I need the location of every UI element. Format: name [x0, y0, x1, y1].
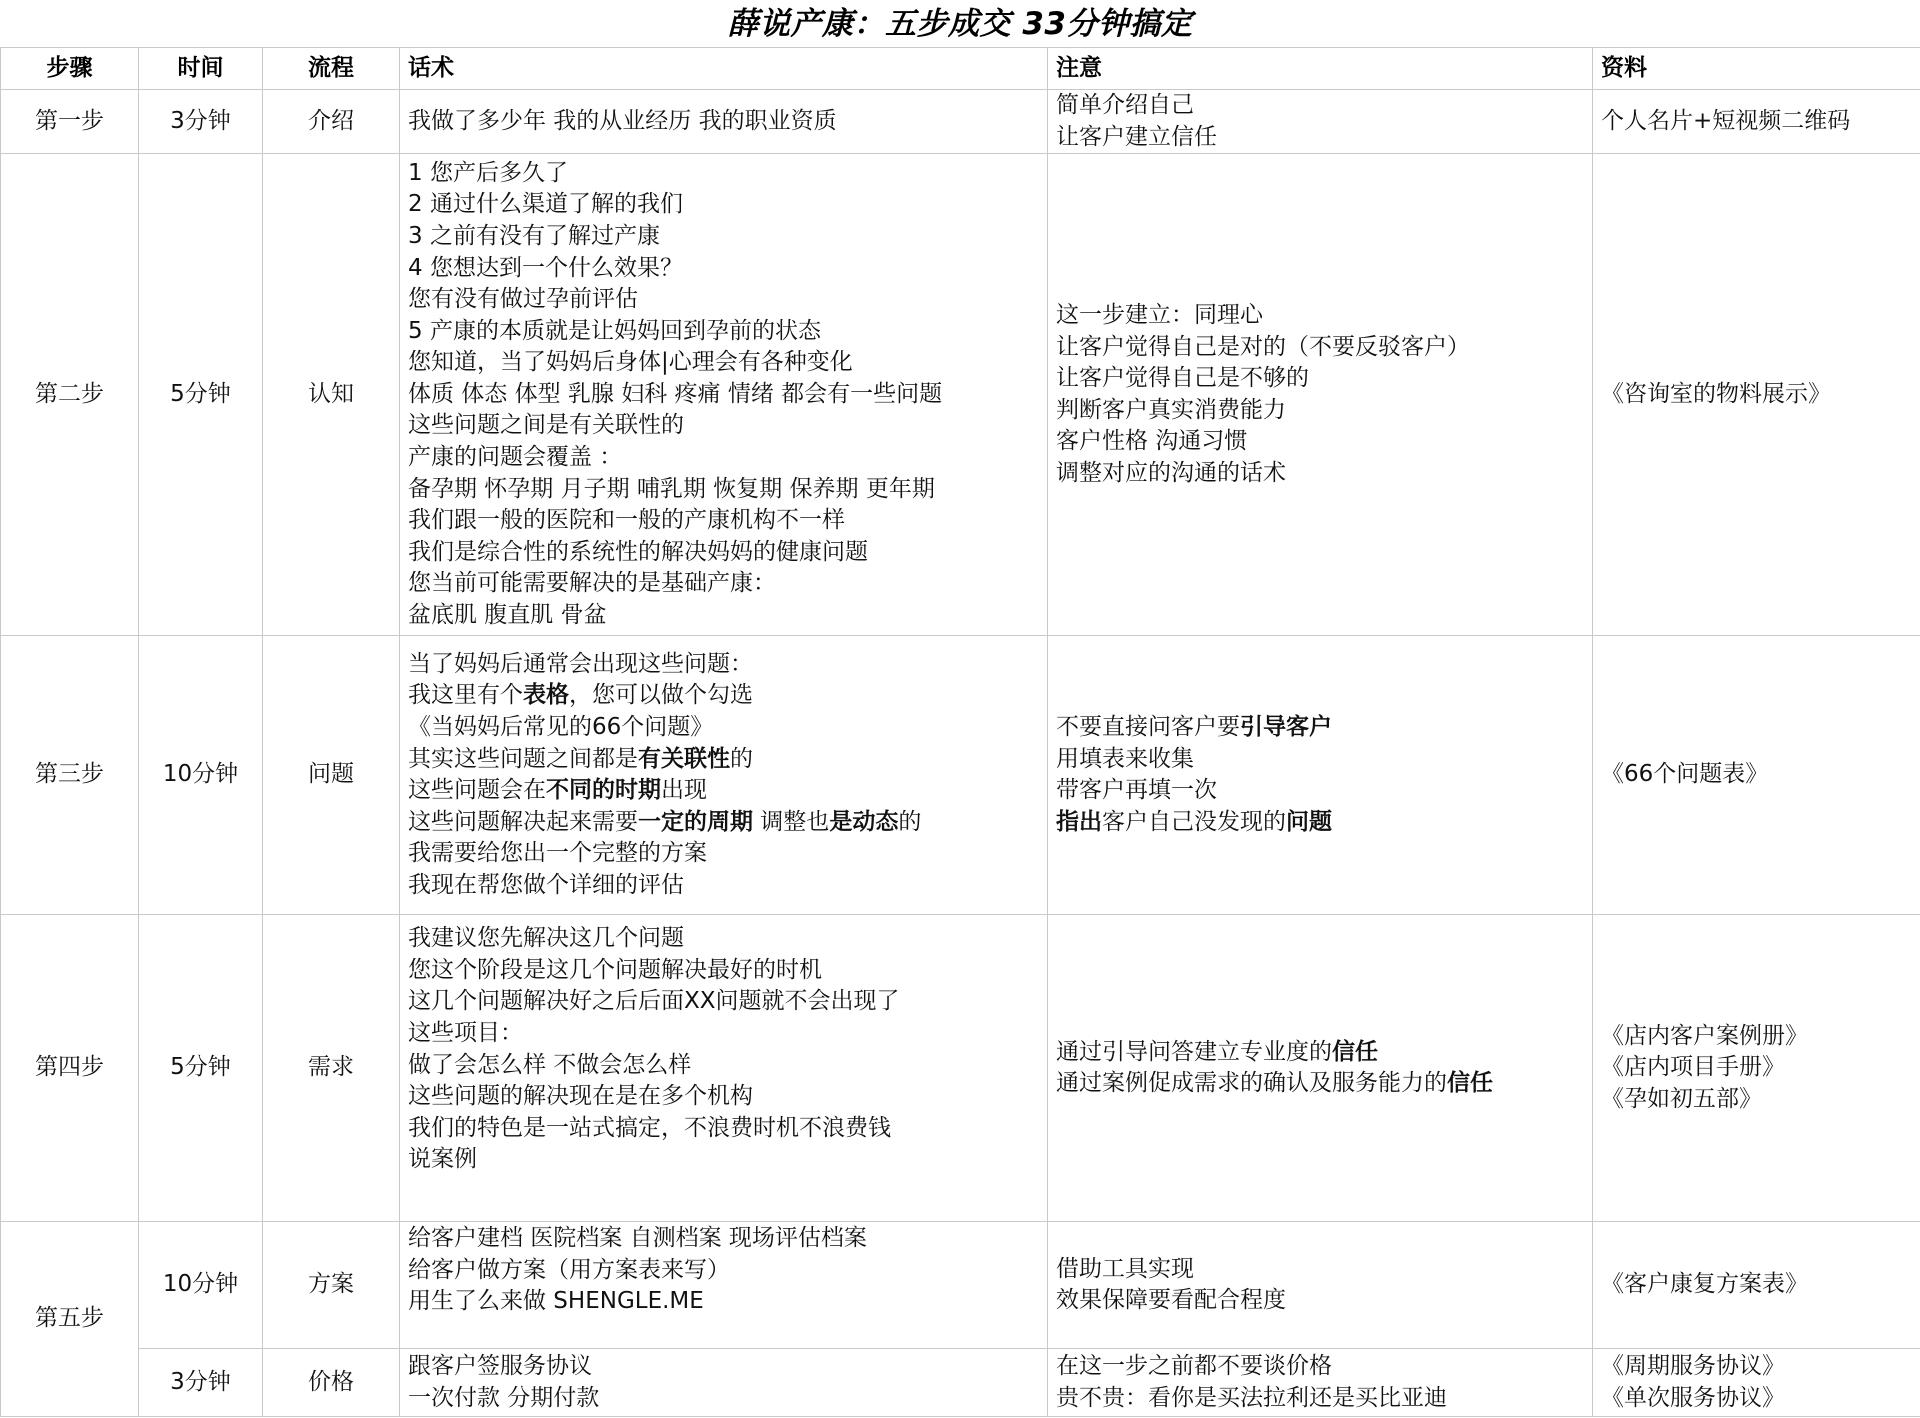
script-line: 3 之前有没有了解过产康: [408, 222, 660, 249]
material-line: 《周期服务协议》: [1601, 1353, 1785, 1380]
cell-notes: [1048, 90, 1593, 154]
note-line: 借助工具实现: [1056, 1255, 1194, 1282]
text-run: ，您可以做个勾选: [569, 682, 753, 709]
bold-text: 有关联性: [638, 745, 730, 772]
cell-notes: [1048, 915, 1593, 1222]
script-line: 备孕期 怀孕期 月子期 哺乳期 恢复期 保养期 更年期: [408, 475, 935, 502]
material-line: 《单次服务协议》: [1601, 1384, 1785, 1411]
text-run: 我这里有个: [408, 682, 523, 709]
cell-script: [400, 90, 1048, 154]
script-line: 这些问题之间是有关联性的: [408, 412, 684, 439]
rich-line: [1056, 775, 1584, 807]
text-run: 出现: [661, 777, 707, 804]
note-line: 判断客户真实消费能力: [1056, 396, 1286, 423]
cell-flow: 介绍: [263, 90, 400, 154]
cell-materials: [1593, 90, 1920, 154]
note-line: 让客户觉得自己是不够的: [1056, 365, 1309, 392]
cell-flow: 方案: [263, 1222, 400, 1349]
rich-line: [1056, 807, 1584, 839]
note-line: 在这一步之前都不要谈价格: [1056, 1353, 1332, 1380]
cell-time: 3分钟: [139, 90, 263, 154]
cell-flow: 需求: [263, 915, 400, 1222]
rich-line: [408, 838, 1039, 870]
header-step: 步骤: [1, 48, 139, 90]
rich-line: [408, 807, 1039, 839]
text-run: 通过案例促成需求的确认及服务能力的: [1056, 1070, 1447, 1097]
cell-time: 5分钟: [139, 154, 263, 636]
header-notes: 注意: [1048, 48, 1593, 90]
rich-line: [408, 744, 1039, 776]
text-run: 不要直接问客户要: [1056, 714, 1240, 740]
script-line: 您有没有做过孕前评估: [408, 286, 638, 313]
cell-materials: [1593, 1222, 1920, 1349]
text-run: 的: [730, 745, 753, 772]
cell-materials: [1593, 154, 1920, 636]
sheet-title: 薛说产康：五步成交 33分钟搞定: [727, 6, 1193, 42]
script-line: 产康的问题会覆盖 ：: [408, 444, 623, 471]
cell-time: 10分钟: [139, 1222, 263, 1349]
script-line: 4 您想达到一个什么效果？: [408, 254, 683, 281]
header-flow: 流程: [263, 48, 400, 90]
cell-time: 10分钟: [139, 636, 263, 915]
cell-flow: 价格: [263, 1349, 400, 1417]
table-row-step-2: [1, 154, 1920, 636]
note-line: 客户性格 沟通习惯: [1056, 428, 1248, 455]
script-line: 您当前可能需要解决的是基础产康：: [408, 570, 776, 597]
text-run: 调整也: [753, 808, 830, 835]
rich-line: [408, 870, 1039, 902]
material-line: 《咨询室的物料展示》: [1601, 380, 1831, 407]
cell-step: 第五步: [1, 1222, 139, 1417]
rich-line: [1056, 744, 1584, 776]
material-line: 《66个问题表》: [1601, 761, 1769, 788]
header-script: 话术: [400, 48, 1048, 90]
cell-time: 3分钟: [139, 1349, 263, 1417]
material-line: 《店内客户案例册》: [1601, 1022, 1808, 1049]
script-line: 跟客户签服务协议: [408, 1353, 592, 1380]
text-run: 这些问题会在: [408, 777, 546, 804]
note-line: 贵不贵：看你是买法拉利还是买比亚迪: [1056, 1384, 1447, 1411]
script-line: 我们的特色是一站式搞定，不浪费时机不浪费钱: [408, 1114, 891, 1141]
note-line: 让客户建立信任: [1056, 123, 1217, 150]
cell-script: [400, 1349, 1048, 1417]
cell-step: 第三步: [1, 636, 139, 915]
cell-script: [400, 1222, 1048, 1349]
note-line: 让客户觉得自己是对的（不要反驳客户）: [1056, 333, 1470, 360]
cell-script: [400, 154, 1048, 636]
header-time: 时间: [139, 48, 263, 90]
table-row-step-1: [1, 90, 1920, 154]
text-run: 这些问题解决起来需要: [408, 808, 638, 835]
bold-text: 一定的周期: [638, 808, 753, 835]
rich-line: [1056, 1068, 1584, 1100]
script-line: 说案例: [408, 1146, 477, 1173]
script-line: 做了会怎么样 不做会怎么样: [408, 1051, 692, 1078]
cell-materials: [1593, 636, 1920, 915]
bold-text: 指出: [1056, 808, 1102, 835]
material-line: 《孕如初五部》: [1601, 1085, 1762, 1112]
rich-line: [1056, 1037, 1584, 1069]
script-line: 2 通过什么渠道了解的我们: [408, 191, 683, 218]
text-run: 通过引导问答建立专业度的: [1056, 1038, 1332, 1065]
script-line: 一次付款 分期付款: [408, 1384, 600, 1411]
text-run: 其实这些问题之间都是: [408, 745, 638, 772]
cell-notes: [1048, 1222, 1593, 1349]
cell-step: 第二步: [1, 154, 139, 636]
material-line: 个人名片+短视频二维码: [1601, 107, 1851, 134]
cell-flow: 问题: [263, 636, 400, 915]
bold-text: 信任: [1447, 1070, 1493, 1097]
text-run: 带客户再填一次: [1056, 777, 1217, 804]
cell-materials: [1593, 1349, 1920, 1417]
rich-line: [408, 712, 1039, 744]
script-line: 给客户做方案（用方案表来写）: [408, 1256, 730, 1283]
rich-line: [408, 680, 1039, 712]
table-row-step-5-plan: [1, 1222, 1920, 1349]
script-line: 用生了么来做 SHENGLE.ME: [408, 1288, 704, 1315]
script-line: 这几个问题解决好之后后面XX问题就不会出现了: [408, 988, 900, 1015]
cell-notes: [1048, 1349, 1593, 1417]
script-line: 我做了多少年 我的从业经历 我的职业资质: [408, 107, 837, 134]
sales-process-table: [0, 47, 1920, 1417]
text-run: 客户自己没发现的: [1102, 808, 1286, 835]
material-line: 《客户康复方案表》: [1601, 1271, 1808, 1298]
text-run: 当了妈妈后通常会出现这些问题：: [408, 650, 753, 677]
bold-text: 表格: [523, 682, 569, 709]
cell-time: 5分钟: [139, 915, 263, 1222]
bold-text: 是动态: [829, 808, 899, 835]
script-line: 您这个阶段是这几个问题解决最好的时机: [408, 956, 822, 983]
note-line: 这一步建立：同理心: [1056, 301, 1263, 328]
script-line: 我们是综合性的系统性的解决妈妈的健康问题: [408, 538, 868, 565]
cell-script: [400, 915, 1048, 1222]
text-run: 我现在帮您做个详细的评估: [408, 871, 684, 898]
script-line: 我们跟一般的医院和一般的产康机构不一样: [408, 507, 845, 534]
cell-materials: [1593, 915, 1920, 1222]
cell-notes: [1048, 636, 1593, 915]
script-line: 盆底肌 腹直肌 骨盆: [408, 602, 607, 629]
bold-text: 引导客户: [1240, 714, 1332, 740]
cell-flow: 认知: [263, 154, 400, 636]
script-line: 体质 体态 体型 乳腺 妇科 疼痛 情绪 都会有一些问题: [408, 380, 943, 407]
note-line: 效果保障要看配合程度: [1056, 1287, 1286, 1314]
note-line: 调整对应的沟通的话术: [1056, 459, 1286, 486]
text-run: 我需要给您出一个完整的方案: [408, 840, 707, 867]
note-line: 简单介绍自己: [1056, 92, 1194, 118]
text-run: 的: [898, 808, 922, 835]
bold-text: 问题: [1286, 808, 1332, 835]
script-line: 我建议您先解决这几个问题: [408, 925, 684, 952]
script-line: 这些问题的解决现在是在多个机构: [408, 1083, 753, 1110]
script-line: 1 您产后多久了: [408, 159, 568, 186]
rich-line: [408, 775, 1039, 807]
rich-line: [408, 649, 1039, 681]
cell-notes: [1048, 154, 1593, 636]
rich-line: [1056, 712, 1584, 744]
cell-step: 第四步: [1, 915, 139, 1222]
text-run: 用填表来收集: [1056, 745, 1194, 772]
table-row-step-4: [1, 915, 1920, 1222]
table-row-step-3: [1, 636, 1920, 915]
bold-text: 信任: [1332, 1038, 1378, 1065]
cell-script: [400, 636, 1048, 915]
bold-text: 不同的时期: [546, 777, 661, 804]
text-run: 《当妈妈后常见的66个问题》: [408, 714, 714, 740]
material-line: 《店内项目手册》: [1601, 1054, 1785, 1081]
cell-step: 第一步: [1, 90, 139, 154]
script-line: 这些项目：: [408, 1019, 523, 1046]
script-line: 5 产康的本质就是让妈妈回到孕前的状态: [408, 317, 821, 344]
script-line: 您知道，当了妈妈后身体|心理会有各种变化: [408, 349, 853, 376]
header-materials: 资料: [1593, 48, 1920, 90]
script-line: 给客户建档 医院档案 自测档案 现场评估档案: [408, 1225, 867, 1252]
table-row-step-5-price: [1, 1349, 1920, 1417]
header-row: [1, 48, 1920, 90]
